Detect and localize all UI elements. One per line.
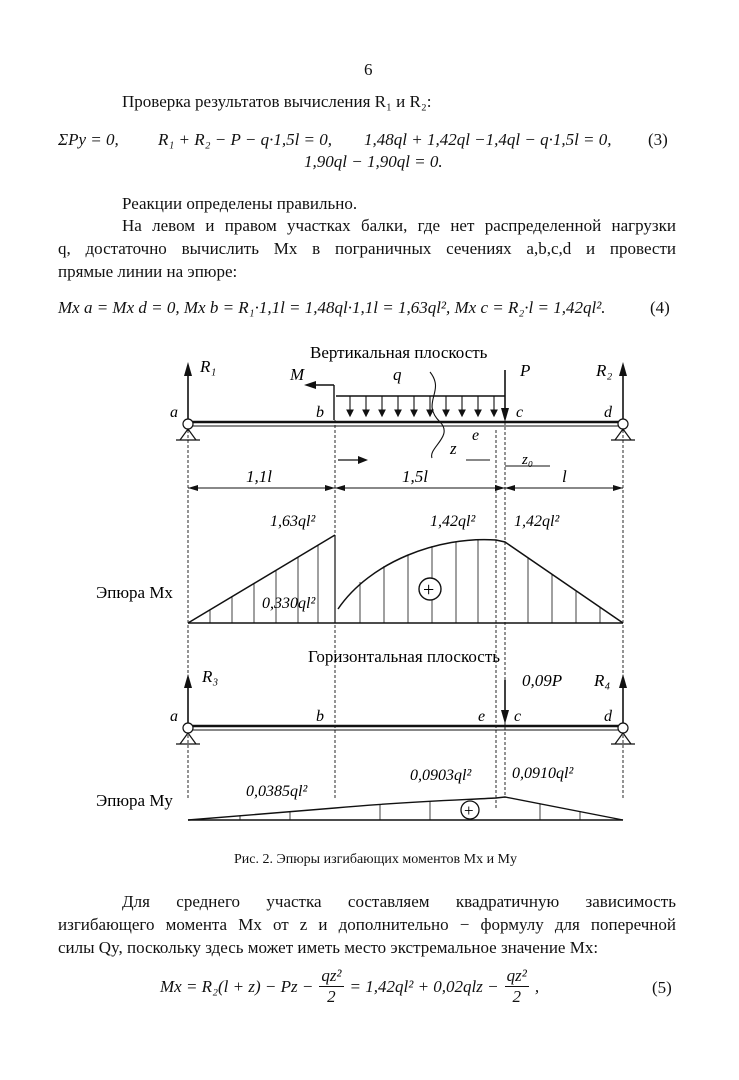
point-c-h: c [514, 708, 522, 725]
vertical-plane-title: Вертикальная плоскость [310, 343, 488, 362]
label-R1: R₁ [200, 357, 217, 376]
mx-b2-value: 0,330ql² [262, 595, 316, 612]
point-b-h: b [316, 708, 324, 725]
eq5-frac2 [505, 966, 529, 1007]
mx-c-value: 1,42ql² [514, 513, 560, 530]
eq5-mid: = 1,42ql² + 0,02qlz − [349, 976, 499, 996]
my-e-value: 0,0903ql² [410, 767, 472, 784]
span-1: 1,1l [246, 467, 272, 486]
eq5-frac1-den: 2 [327, 987, 336, 1006]
para2-line1: Для среднего участка составляем квадратичную зависимость [122, 892, 676, 911]
my-plus-text: + [464, 801, 474, 820]
mx-b-value: 1,63ql² [270, 513, 316, 530]
point-c: c [516, 404, 524, 421]
para1-line1: На левом и правом участках балки, где нет распределенной нагрузки [122, 216, 676, 235]
eq5-tail: , [534, 976, 540, 996]
para1-line2: q, достаточно вычислить Mx в пограничных сечениях a,b,c,d и провести [58, 239, 676, 258]
eq5-frac1-num: qz² [321, 966, 342, 985]
span-3: l [562, 467, 567, 486]
label-R4: R₄ [594, 671, 611, 690]
page-number: 6 [364, 60, 373, 79]
para1-line3: прямые линии на эпюре: [58, 262, 238, 281]
mx-plus-text: + [423, 579, 435, 601]
eq5-number: (5) [652, 978, 672, 997]
eq5-frac1 [319, 966, 343, 1007]
eq4-text: Mx a = Mx d = 0, Mx b = R₁·1,1l = 1,48ql·1,1l = 1,63ql², Mx c = R₂·l = 1,42ql². [58, 298, 606, 317]
point-e: e [472, 427, 480, 444]
figure-beam-diagram [0, 330, 739, 870]
eq3-part2: R₁ + R₂ − P − q·1,5l = 0, [158, 130, 333, 149]
eq5 [160, 966, 539, 1007]
eq5-lhs: Mx = R₂(l + z) − Pz − [160, 976, 314, 996]
epure-my-label: Эпюра My [96, 791, 173, 810]
eq3-line2: 1,90ql − 1,90ql = 0. [304, 152, 443, 171]
label-P2: 0,09P [522, 671, 563, 690]
reactions-ok: Реакции определены правильно. [122, 194, 358, 213]
point-b: b [316, 404, 324, 421]
eq5-frac2-den: 2 [512, 987, 521, 1006]
para2-line2: изгибающего момента Mx от z и дополнительно − формулу для поперечной [58, 915, 676, 934]
mx-e-value: 1,42ql² [430, 513, 476, 530]
label-q: q [393, 365, 402, 384]
point-d-h: d [604, 708, 612, 725]
eq3-part3: 1,48ql + 1,42ql −1,4ql − q·1,5l = 0, [364, 130, 612, 149]
point-a-h: a [170, 708, 178, 725]
my-c-value: 0,0910ql² [512, 765, 574, 782]
label-M: M [290, 365, 305, 384]
point-d: d [604, 404, 612, 421]
figure-caption: Рис. 2. Эпюры изгибающих моментов Mx и My [234, 852, 518, 867]
eq3-number: (3) [648, 130, 668, 149]
eq5-frac2-num: qz² [506, 966, 527, 985]
point-e-h: e [478, 708, 486, 725]
label-R3: R₃ [202, 667, 219, 686]
epure-mx-label: Эпюра Mx [96, 583, 173, 602]
label-R2: R₂ [596, 361, 613, 380]
label-z0: z₀ [522, 452, 534, 468]
my-b-value: 0,0385ql² [246, 783, 308, 800]
point-a: a [170, 404, 178, 421]
para2-line3: силы Qy, поскольку здесь может иметь место экстремальное значение Mx: [58, 938, 599, 957]
span-2: 1,5l [402, 467, 428, 486]
label-P: P [520, 361, 531, 380]
horizontal-plane-title: Горизонтальная плоскость [308, 647, 501, 666]
eq4-number: (4) [650, 298, 670, 317]
label-z: z [450, 439, 457, 458]
eq3-part1: ΣPy = 0, [58, 130, 119, 149]
check-heading: Проверка результатов вычисления R₁ и R₂: [122, 92, 432, 111]
